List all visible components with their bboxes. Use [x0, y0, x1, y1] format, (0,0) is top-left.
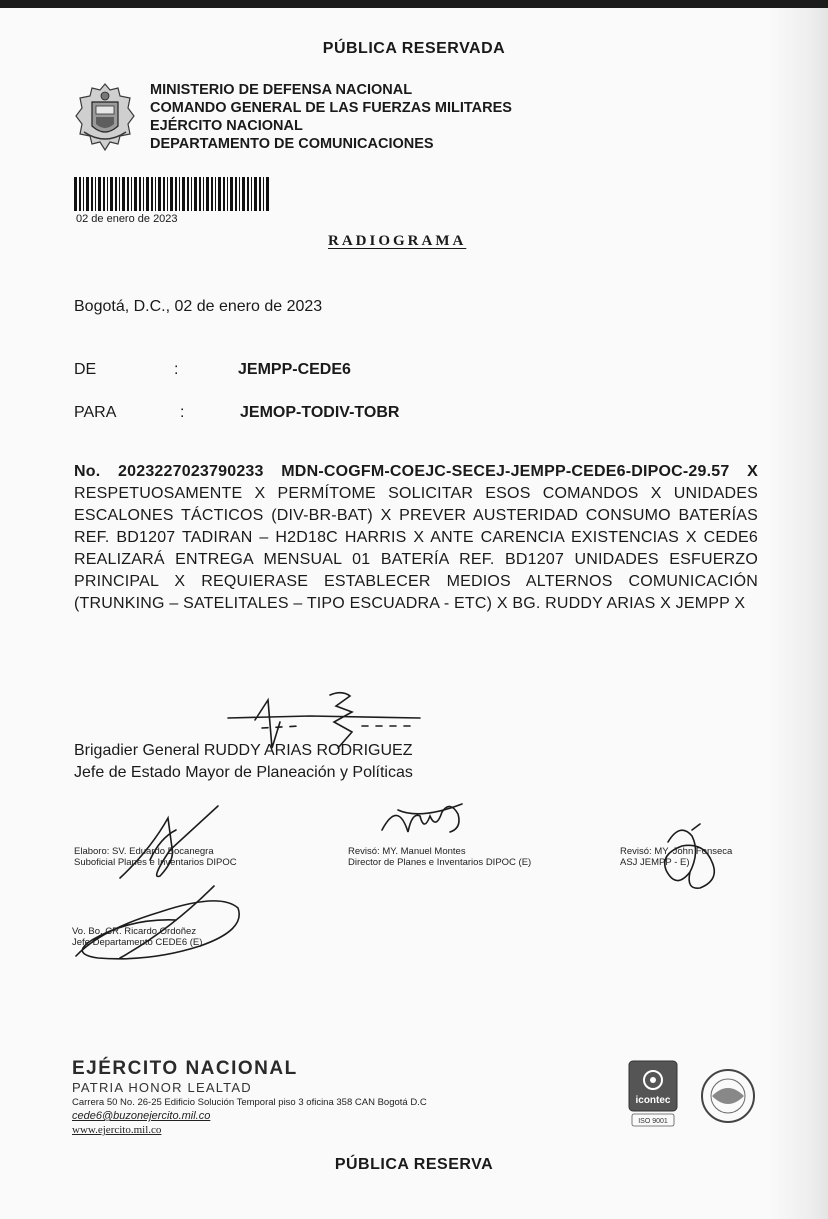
- header-line-department: DEPARTAMENTO DE COMUNICACIONES: [150, 136, 434, 152]
- message-reference: No. 2023227023790233 MDN-COGFM-COEJC-SECEJ-JEMPP-CEDE6-DIPOC-29.57 X: [74, 463, 758, 480]
- iso-label: ISO 9001: [638, 1118, 668, 1125]
- footer-motto: PATRIA HONOR LEALTAD: [72, 1080, 252, 1095]
- to-label: PARA: [74, 404, 117, 421]
- icontec-certification-icon: [628, 1060, 678, 1134]
- signatory-name: Brigadier General RUDDY ARIAS RODRIGUEZ: [74, 742, 413, 759]
- footer-web-link[interactable]: www.ejercito.mil.co: [72, 1124, 162, 1136]
- reviewed-2-signature: [665, 830, 715, 888]
- from-value: JEMPP-CEDE6: [238, 361, 351, 378]
- to-colon: :: [180, 404, 185, 421]
- footer-email-link[interactable]: cede6@buzonejercito.mil.co: [72, 1110, 211, 1122]
- icontec-label: icontec: [635, 1095, 671, 1106]
- approval-reviewed-1-role: Director de Planes e Inventarios DIPOC (E): [348, 857, 532, 868]
- message-text: RESPETUOSAMENTE X PERMÍTOME SOLICITAR ESOS COMANDOS X UNIDADES ESCALONES TÁCTICOS (DIV-BR-BAT) X PREVER AUSTERIDAD CONSUMO BATERÍAS REF. BD1207 TADIRAN – H2D18C HARRIS X ANTE CARENCIA EXISTENCIAS X CEDE6 REALIZARÁ ENTREGA MENSUAL 01 BATERÍA REF. BD1207 UNIDADES ESFUERZO PRINCIPAL X REQUIERASE ESTABLECER MEDIOS ALTERNOS COMUNICACIÓN (TRUNKING – SATELITALES – TIPO ESCUADRA - ETC) X BG. RUDDY ARIAS X JEMPP X: [74, 485, 758, 612]
- signatory-title: Jefe de Estado Mayor de Planeación y Políticas: [74, 764, 413, 781]
- prepared-signature: [120, 806, 218, 878]
- header-line-command: COMANDO GENERAL DE LAS FUERZAS MILITARES: [150, 100, 512, 116]
- reviewed-1-signature: [382, 806, 459, 832]
- header-line-army: EJÉRCITO NACIONAL: [150, 118, 303, 134]
- from-colon: :: [174, 361, 179, 378]
- barcode-date: 02 de enero de 2023: [76, 213, 178, 225]
- vobo-signature: [76, 901, 239, 959]
- header-line-ministry: MINISTERIO DE DEFENSA NACIONAL: [150, 82, 413, 98]
- to-value: JEMOP-TODIV-TOBR: [240, 404, 400, 421]
- footer-org: EJÉRCITO NACIONAL: [72, 1058, 298, 1079]
- approval-reviewed-1-name: Revisó: MY. Manuel Montes: [348, 846, 466, 857]
- from-label: DE: [74, 361, 97, 378]
- approval-vobo-role: Jefe Departamento CEDE6 (E): [72, 937, 203, 948]
- footer-address: Carrera 50 No. 26-25 Edificio Solución Temporal piso 3 oficina 358 CAN Bogotá D.C: [72, 1097, 427, 1108]
- iqnet-seal-icon: [700, 1068, 756, 1124]
- approval-prepared-role: Suboficial Planes e Inventarios DIPOC: [74, 857, 237, 868]
- classification-top: PÚBLICA RESERVADA: [322, 40, 506, 57]
- approval-prepared-name: Elaboro: SV. Eduardo Bocanegra: [74, 846, 214, 857]
- city-date: Bogotá, D.C., 02 de enero de 2023: [74, 298, 323, 315]
- approval-reviewed-2-name: Revisó: MY. John Fonseca: [620, 846, 733, 857]
- document-type: RADIOGRAMA: [328, 233, 467, 249]
- approval-vobo-name: Vo. Bo. CR. Ricardo Ordoñez: [72, 926, 197, 937]
- classification-bottom: PÚBLICA RESERVA: [334, 1156, 494, 1173]
- approval-reviewed-2-role: ASJ JEMPP - E): [620, 857, 690, 868]
